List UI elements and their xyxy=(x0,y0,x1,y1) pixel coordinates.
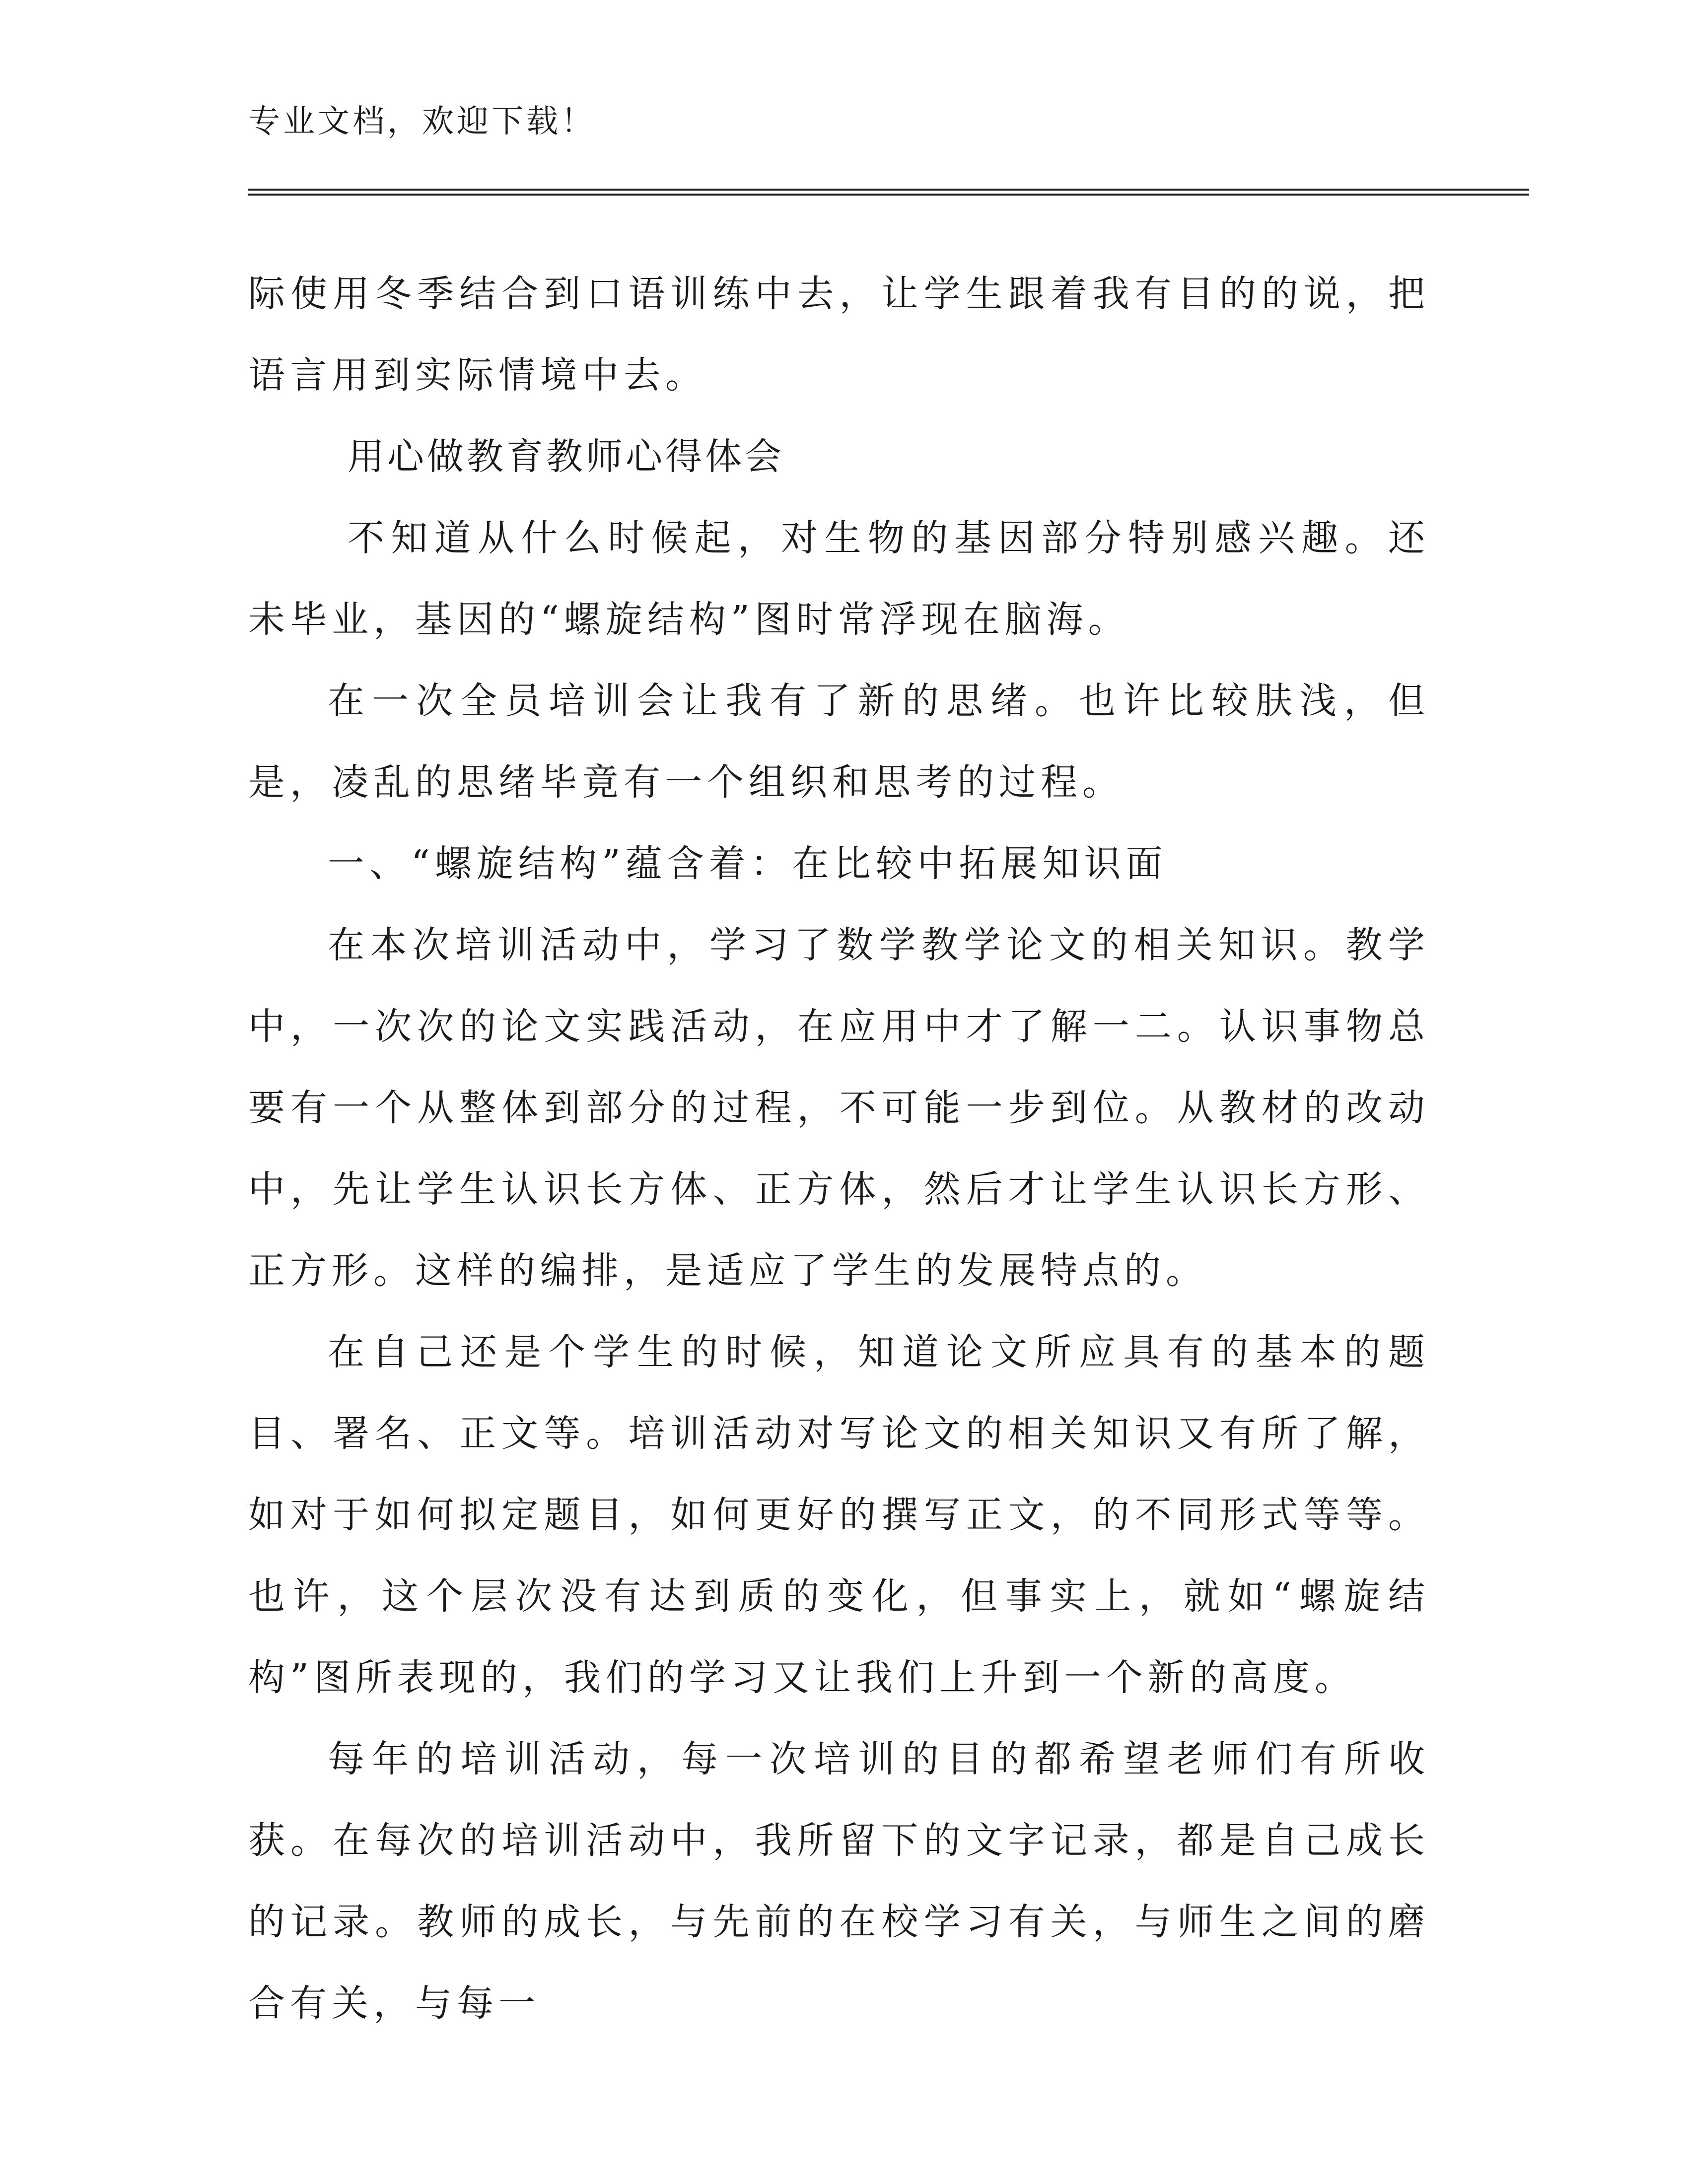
section-heading: 一、“螺旋结构”蕴含着：在比较中拓展知识面 xyxy=(328,842,1168,885)
paragraph: 在自己还是个学生的时候，知道论文所应具有的基本的题目、署名、正文等。培训活动对写论文的相关知识又有所了解，如对于如何拟定题目，如何更好的撰写正文，的不同形式等等。也许，这个层次没有达到质的变化，但事实上，就如“螺旋结构”图所表现的，我们的学习又让我们上升到一个新的高度。 xyxy=(248,1331,1430,1699)
paragraph-continuation: 际使用冬季结合到口语训练中去，让学生跟着我有目的的说，把语言用到实际情境中去。 xyxy=(248,273,1430,397)
header-divider xyxy=(248,189,1529,196)
paragraph: 每年的培训活动，每一次培训的目的都希望老师们有所收获。在每次的培训活动中，我所留下的文字记录，都是自己成长的记录。教师的成长，与先前的在校学习有关，与师生之间的磨合有关，与每一 xyxy=(248,1738,1430,2025)
paragraph: 在本次培训活动中，学习了数学教学论文的相关知识。教学中，一次次的论文实践活动，在应用中才了解一二。认识事物总要有一个从整体到部分的过程，不可能一步到位。从教材的改动中，先让学生认识长方体、正方体，然后才让学生认识长方形、正方形。这样的编排，是适应了学生的发展特点的。 xyxy=(248,924,1430,1292)
document-body xyxy=(248,253,1430,2044)
header-text: 专业文档，欢迎下载！ xyxy=(248,103,596,140)
paragraph: 在一次全员培训会让我有了新的思绪。也许比较肤浅，但是，凌乱的思绪毕竟有一个组织和思考的过程。 xyxy=(248,680,1430,804)
paragraph: 不知道从什么时候起，对生物的基因部分特别感兴趣。还未毕业，基因的“螺旋结构”图时常浮现在脑海。 xyxy=(248,517,1430,641)
article-title: 用心做教育教师心得体会 xyxy=(348,435,784,478)
